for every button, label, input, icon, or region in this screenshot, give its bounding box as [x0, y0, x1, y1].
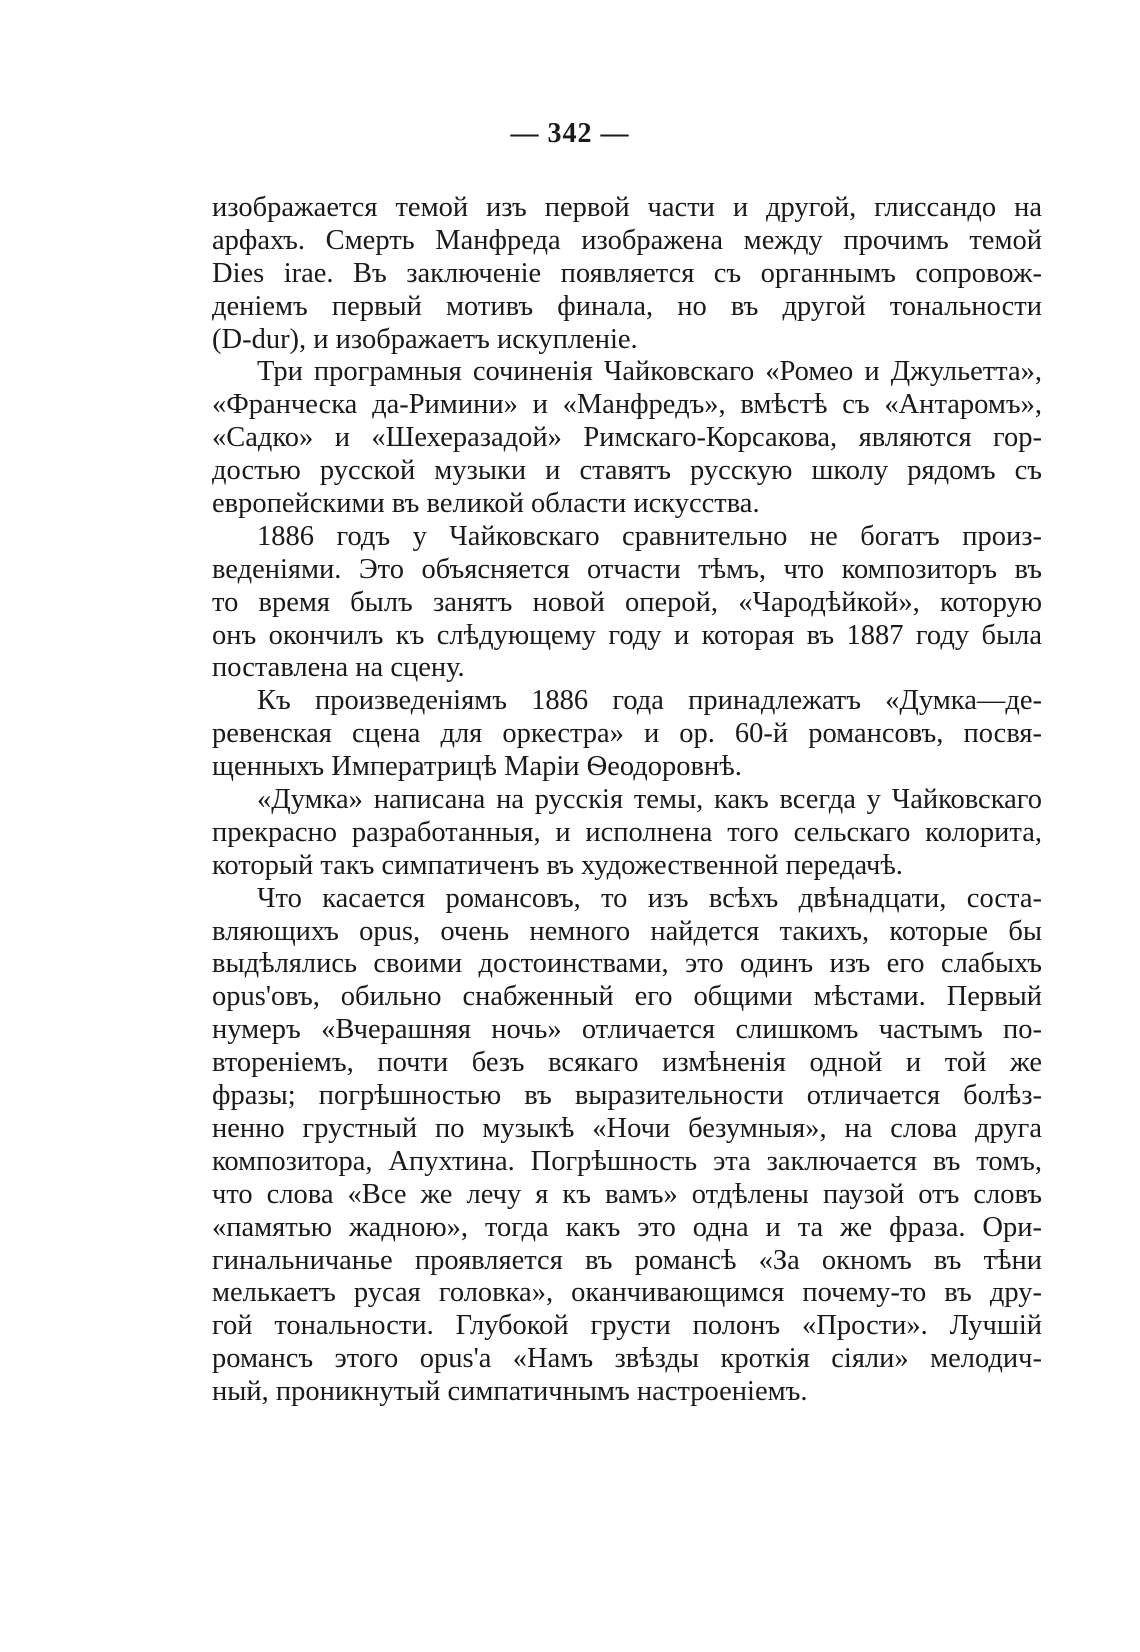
page-number: — 342 — — [510, 118, 630, 149]
text-line: выдѣлялись своими достоинствами, это одинъ изъ его слабыхъ — [212, 948, 1042, 980]
paragraph-1 — [212, 192, 1042, 356]
text-line: втореніемъ, почти безъ всякаго измѣненія одной и той же — [212, 1047, 1042, 1079]
paragraph-3 — [212, 521, 1042, 685]
paragraph-4 — [212, 685, 1042, 784]
text-line: Что касается романсовъ, то изъ всѣхъ двѣнадцати, соста- — [257, 882, 1042, 914]
text-line: что слова «Все же лечу я къ вамъ» отдѣлены паузой отъ словъ — [212, 1178, 1042, 1210]
text-line: прекрасно разработанныя, и исполнена того сельскаго колорита, — [212, 816, 1042, 848]
text-line: романсъ этого opus'а «Намъ звѣзды кроткія сіяли» мелодич- — [212, 1343, 1042, 1375]
text-line: 1886 годъ у Чайковскаго сравнительно не богатъ произ- — [257, 520, 1042, 552]
text-line: ревенская сцена для оркестра» и ор. 60-й романсовъ, посвя- — [212, 718, 1042, 750]
text-line: «Думка» написана на русскія темы, какъ всегда у Чайковскаго — [257, 784, 1042, 816]
text-line: мелькаетъ русая головка», оканчивающимся почему-то въ дру- — [212, 1277, 1042, 1309]
text-line: деніемъ первый мотивъ финала, но въ другой тональности — [212, 290, 1042, 322]
text-line: гой тональности. Глубокой грусти полонъ «Прости». Лучшій — [212, 1310, 1042, 1342]
text-line: который такъ симпатиченъ въ художественной передачѣ. — [212, 849, 903, 881]
text-line: «памятью жадною», тогда какъ это одна и та же фраза. Ори- — [212, 1211, 1042, 1243]
text-line: (D-dur), и изображаетъ искупленіе. — [212, 323, 638, 355]
text-line: opus'овъ, обильно снабженный его общими мѣстами. Первый — [212, 981, 1042, 1013]
text-line: нумеръ «Вчерашняя ночь» отличается слишкомъ частымъ по- — [212, 1014, 1042, 1046]
text-line: онъ окончилъ къ слѣдующему году и которая въ 1887 году была — [212, 619, 1042, 651]
text-line: гинальничанье проявляется въ романсѣ «За окномъ въ тѣни — [212, 1244, 1042, 1276]
text-line: поставлена на сцену. — [212, 652, 465, 684]
text-line: «Франческа да-Римини» и «Манфредъ», вмѣстѣ съ «Антаромъ», — [212, 389, 1042, 421]
text-line: Dies irae. Въ заключеніе появляется съ органнымъ сопровож- — [212, 257, 1042, 289]
text-line: Три програмныя сочиненія Чайковскаго «Ромео и Джульетта», — [257, 356, 1042, 388]
text-line: щенныхъ Императрицѣ Маріи Ѳеодоровнѣ. — [212, 751, 742, 783]
text-line: достью русской музыки и ставятъ русскую школу рядомъ съ — [212, 455, 1042, 487]
text-line: арфахъ. Смерть Манфреда изображена между прочимъ темой — [212, 224, 1042, 256]
paragraph-6 — [212, 883, 1042, 1409]
text-line: ный, проникнутый симпатичнымъ настроеніемъ. — [212, 1376, 808, 1408]
text-body — [212, 192, 1042, 1409]
text-line: европейскими въ великой области искусства. — [212, 488, 760, 520]
text-line: вляющихъ opus, очень немного найдется такихъ, которые бы — [212, 915, 1042, 947]
text-line: Къ произведеніямъ 1886 года принадлежатъ «Думка—де- — [257, 685, 1042, 717]
text-line: изображается темой изъ первой части и другой, глиссандо на — [212, 192, 1042, 223]
paragraph-5 — [212, 784, 1042, 883]
paragraph-2 — [212, 356, 1042, 520]
text-line: фразы; погрѣшностью въ выразительности отличается болѣз- — [212, 1080, 1042, 1112]
text-line: композитора, Апухтина. Погрѣшность эта заключается въ томъ, — [212, 1145, 1042, 1177]
text-line: веденіями. Это объясняется отчасти тѣмъ, что композиторъ въ — [212, 553, 1042, 585]
text-line: то время былъ занятъ новой оперой, «Чародѣйкой», которую — [212, 586, 1042, 618]
text-line: ненно грустный по музыкѣ «Ночи безумныя», на слова друга — [212, 1112, 1042, 1144]
text-line: «Садко» и «Шехеразадой» Римскаго-Корсакова, являются гор- — [212, 422, 1042, 454]
